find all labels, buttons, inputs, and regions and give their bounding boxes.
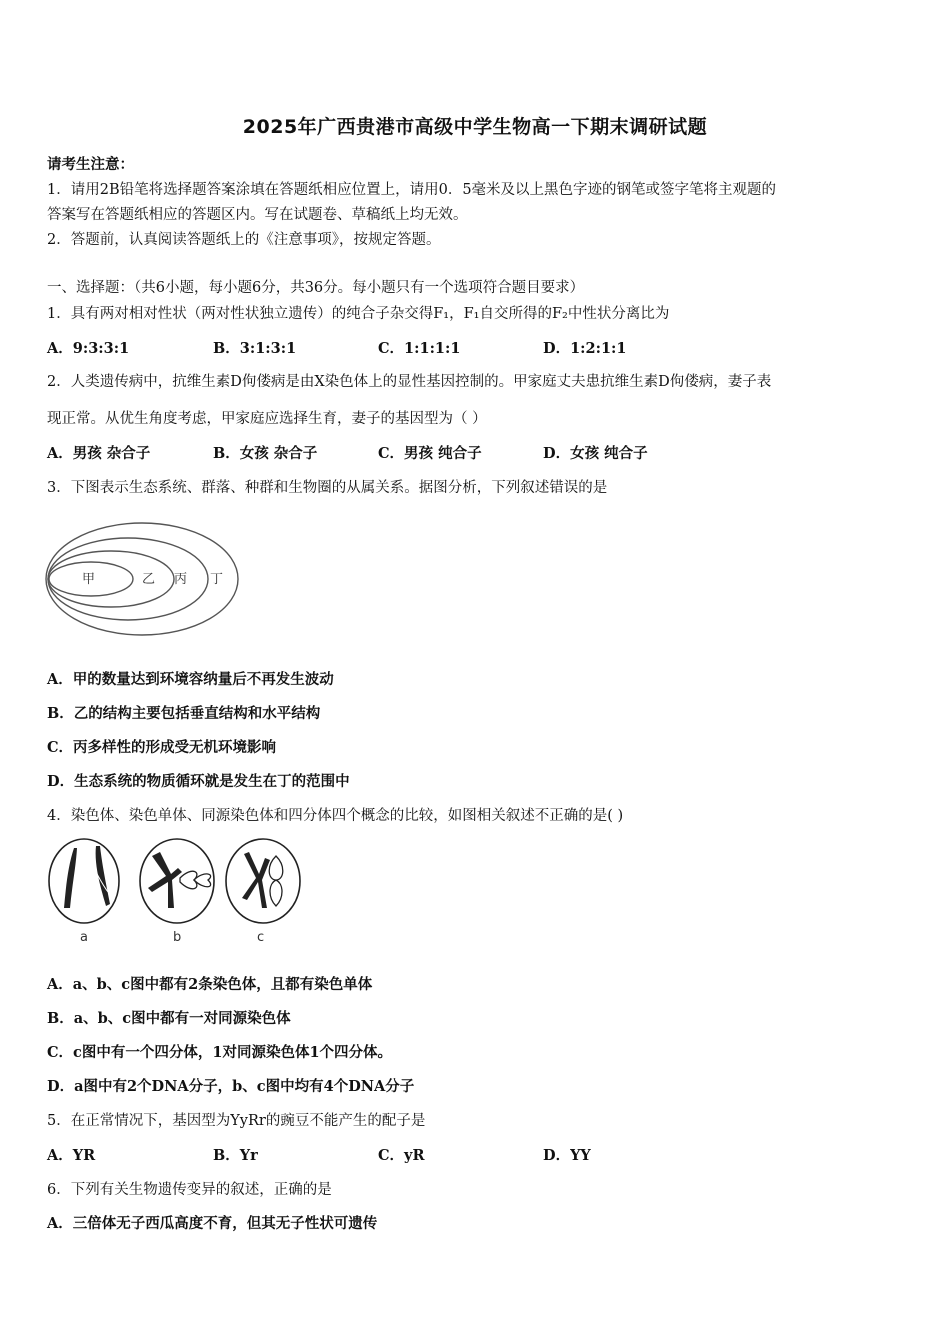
q4-option-b[interactable]: B．a、b、c图中都有一对同源染色体 (47, 1010, 291, 1027)
label-jia: 甲 (82, 572, 96, 587)
q1-stem: 1．具有两对相对性状（两对性状独立遗传）的纯合子杂交得F₁，F₁自交所得的F₂中性状分离比为 (47, 306, 670, 322)
notice-line-1b: 答案写在答题纸相应的答题区内。写在试题卷、草稿纸上均无效。 (47, 207, 468, 223)
page-title: 2025年广西贵港市高级中学生物高一下期末调研试题 (242, 116, 708, 138)
q1-option-d[interactable]: D．1:2:1:1 (543, 340, 627, 357)
q3-option-a[interactable]: A．甲的数量达到环境容纳量后不再发生波动 (47, 671, 334, 688)
notice-line-2: 2．答题前，认真阅读答题纸上的《注意事项》，按规定答题。 (47, 232, 441, 248)
cell-b (140, 839, 214, 923)
q2-option-b[interactable]: B．女孩 杂合子 (213, 445, 318, 462)
label-a: a (80, 930, 88, 945)
q4-option-d[interactable]: D．a图中有2个DNA分子，b、c图中均有4个DNA分子 (47, 1078, 415, 1095)
q6-option-a[interactable]: A．三倍体无子西瓜高度不育，但其无子性状可遗传 (47, 1215, 378, 1232)
q2-option-a[interactable]: A．男孩 杂合子 (47, 445, 151, 462)
label-c: c (257, 930, 265, 945)
q4-chromosome-figure (44, 836, 309, 948)
section-heading: 一、选择题：（共6小题，每小题6分，共36分。每小题只有一个选项符合题目要求） (47, 280, 585, 296)
q6-stem: 6．下列有关生物遗传变异的叙述，正确的是 (47, 1182, 332, 1198)
q3-option-b[interactable]: B．乙的结构主要包括垂直结构和水平结构 (47, 705, 321, 722)
q5-option-d[interactable]: D．YY (543, 1147, 591, 1164)
cell-c (226, 839, 300, 923)
q2-stem-line-1: 2．人类遗传病中，抗维生素D佝偻病是由X染色体上的显性基因控制的。甲家庭丈夫患抗维生素D佝偻病，妻子表 (47, 374, 772, 390)
q3-option-c[interactable]: C．丙多样性的形成受无机环境影响 (47, 739, 277, 756)
q4-stem: 4．染色体、染色单体、同源染色体和四分体四个概念的比较，如图相关叙述不正确的是( ) (47, 808, 624, 824)
q1-option-c[interactable]: C．1:1:1:1 (378, 340, 461, 357)
q5-option-b[interactable]: B．Yr (213, 1147, 258, 1164)
q3-nested-ellipses-figure (44, 522, 244, 640)
q1-option-b[interactable]: B．3:1:3:1 (213, 340, 297, 357)
q5-stem: 5．在正常情况下，基因型为YyRr的豌豆不能产生的配子是 (47, 1113, 426, 1129)
q5-option-c[interactable]: C．yR (378, 1147, 425, 1164)
q2-option-c[interactable]: C．男孩 纯合子 (378, 445, 482, 462)
q4-option-c[interactable]: C．c图中有一个四分体，1对同源染色体1个四分体。 (47, 1044, 393, 1061)
label-ding: 丁 (210, 572, 224, 587)
q3-option-d[interactable]: D．生态系统的物质循环就是发生在丁的范围中 (47, 773, 350, 790)
notice-heading: 请考生注意： (47, 156, 134, 173)
q2-stem-line-2: 现正常。从优生角度考虑，甲家庭应选择生育，妻子的基因型为（ ） (47, 411, 487, 427)
label-b: b (173, 930, 182, 945)
label-bing: 丙 (174, 572, 188, 587)
notice-line-1a: 1．请用2B铅笔将选择题答案涂填在答题纸相应位置上，请用0．5毫米及以上黑色字迹的钢笔或签字笔将主观题的 (47, 182, 777, 198)
q3-stem: 3．下图表示生态系统、群落、种群和生物圈的从属关系。据图分析，下列叙述错误的是 (47, 480, 608, 496)
q2-option-d[interactable]: D．女孩 纯合子 (543, 445, 648, 462)
q1-option-a[interactable]: A．9:3:3:1 (47, 340, 130, 357)
q4-option-a[interactable]: A．a、b、c图中都有2条染色体，且都有染色单体 (47, 976, 373, 993)
ellipse-yi (48, 551, 174, 607)
label-yi: 乙 (142, 572, 156, 587)
q5-option-a[interactable]: A．YR (47, 1147, 96, 1164)
cell-a (49, 839, 119, 923)
